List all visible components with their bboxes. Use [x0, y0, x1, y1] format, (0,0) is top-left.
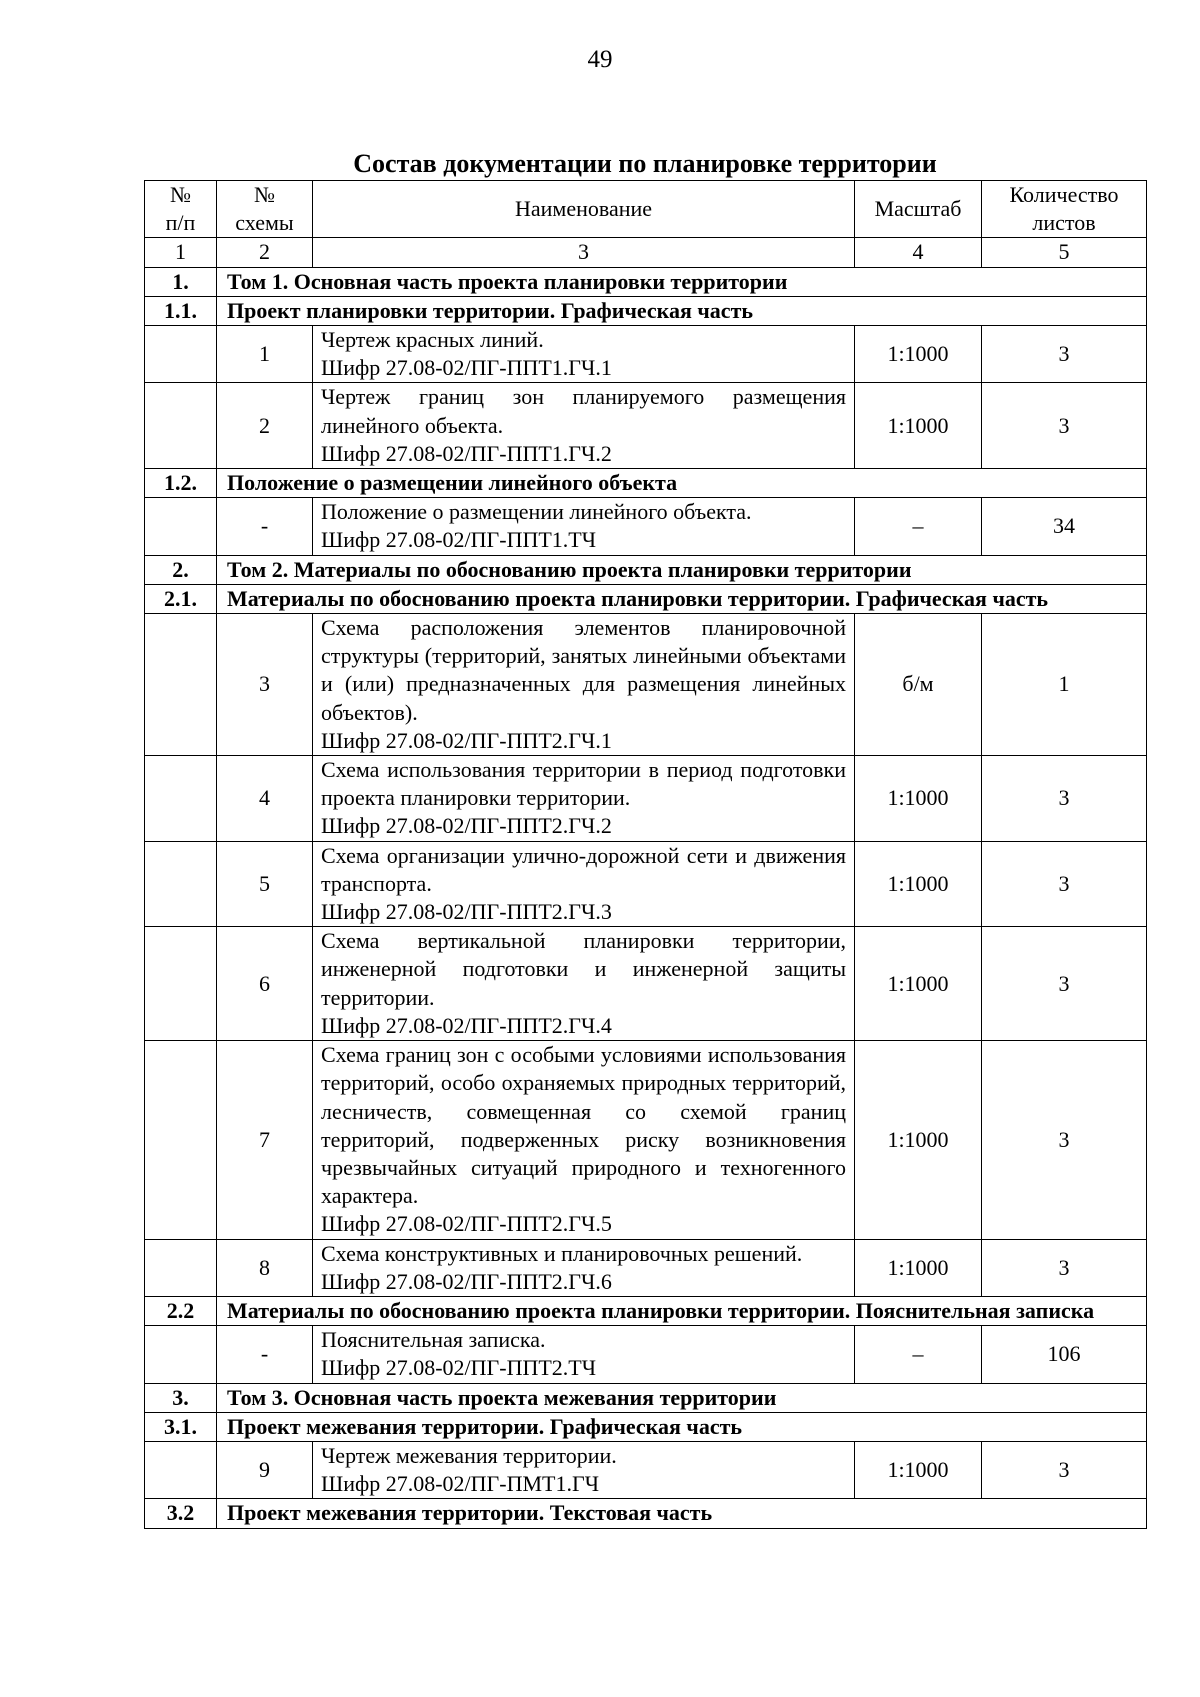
header-row — [145, 181, 1147, 238]
document-name-text: Схема конструктивных и планировочных решений. — [321, 1240, 803, 1266]
scale: 1:1000 — [855, 1239, 982, 1296]
document-name-text: Пояснительная записка. — [321, 1327, 546, 1353]
sheet-count: 3 — [982, 756, 1147, 842]
section-title: Том 3. Основная часть проекта межевания территории — [217, 1383, 1147, 1412]
document-code: Шифр 27.08-02/ПГ-ППТ1.ГЧ.2 — [321, 440, 612, 466]
document-item-row — [145, 383, 1147, 469]
section-number: 1.1. — [145, 296, 217, 325]
page-number: 49 — [587, 46, 613, 73]
sheet-count: 3 — [982, 383, 1147, 469]
document-name — [313, 1041, 855, 1239]
header-row-number: № п/п — [145, 181, 217, 238]
section-number: 3.1. — [145, 1412, 217, 1441]
document-item-row — [145, 756, 1147, 842]
section-title: Проект межевания территории. Графическая часть — [217, 1412, 1147, 1441]
document-name — [313, 1326, 855, 1383]
document-name-text: Схема использования территории в период подготовки проекта планировки территории. — [321, 757, 846, 811]
section-row — [145, 555, 1147, 584]
documentation-table — [144, 180, 1147, 1529]
row-number-cell — [145, 383, 217, 469]
document-code: Шифр 27.08-02/ПГ-ПМТ1.ГЧ — [321, 1471, 599, 1497]
row-number-cell — [145, 1326, 217, 1383]
document-item-row — [145, 498, 1147, 555]
section-row — [145, 1383, 1147, 1412]
section-title: Материалы по обоснованию проекта планировки территории. Графическая часть — [217, 584, 1147, 613]
sheet-count: 3 — [982, 1239, 1147, 1296]
scale: 1:1000 — [855, 1041, 982, 1239]
document-item-row — [145, 1239, 1147, 1296]
document-name — [313, 498, 855, 555]
section-row — [145, 1499, 1147, 1528]
section-row — [145, 267, 1147, 296]
scheme-number: - — [217, 1326, 313, 1383]
column-numbers-row — [145, 238, 1147, 267]
header-scheme-number: № схемы — [217, 181, 313, 238]
section-title: Проект межевания территории. Текстовая часть — [217, 1499, 1147, 1528]
sheet-count: 106 — [982, 1326, 1147, 1383]
document-item-row — [145, 841, 1147, 927]
document-name — [313, 383, 855, 469]
section-number: 2.2 — [145, 1296, 217, 1325]
document-name — [313, 614, 855, 756]
header-name: Наименование — [313, 181, 855, 238]
document-item-row — [145, 1326, 1147, 1383]
document-code: Шифр 27.08-02/ПГ-ППТ2.ГЧ.2 — [321, 813, 612, 839]
section-title: Положение о размещении линейного объекта — [217, 469, 1147, 498]
column-number: 5 — [982, 238, 1147, 267]
scheme-number: 2 — [217, 383, 313, 469]
column-number: 1 — [145, 238, 217, 267]
sheet-count: 3 — [982, 1041, 1147, 1239]
row-number-cell — [145, 614, 217, 756]
scale: 1:1000 — [855, 383, 982, 469]
scale: 1:1000 — [855, 1441, 982, 1498]
section-title: Том 1. Основная часть проекта планировки территории — [217, 267, 1147, 296]
document-code: Шифр 27.08-02/ПГ-ППТ2.ГЧ.4 — [321, 1012, 612, 1038]
section-row — [145, 469, 1147, 498]
sheet-count: 34 — [982, 498, 1147, 555]
document-item-row — [145, 1441, 1147, 1498]
document-name-text: Схема расположения элементов планировочной структуры (территорий, занятых линейными объектами и (или) предназначенных для размещения линейных объектов). — [321, 615, 846, 725]
section-number: 1.2. — [145, 469, 217, 498]
section-number: 3.2 — [145, 1499, 217, 1528]
document-code: Шифр 27.08-02/ПГ-ППТ1.ТЧ — [321, 527, 597, 553]
document-name-text: Схема границ зон с особыми условиями использования территорий, особо охраняемых природных территорий, лесничеств, совмещенная со схемой границ территорий, подверженных риску возникновения чрезвычайных ситуаций природного и техногенного характера. — [321, 1042, 846, 1209]
document-name-text: Чертеж межевания территории. — [321, 1442, 617, 1468]
scale: б/м — [855, 614, 982, 756]
sheet-count: 3 — [982, 841, 1147, 927]
section-row — [145, 1412, 1147, 1441]
row-number-cell — [145, 1441, 217, 1498]
document-name — [313, 927, 855, 1041]
row-number-cell — [145, 1041, 217, 1239]
document-name — [313, 1239, 855, 1296]
scheme-number: - — [217, 498, 313, 555]
document-name — [313, 756, 855, 842]
scheme-number: 5 — [217, 841, 313, 927]
section-number: 3. — [145, 1383, 217, 1412]
header-scale: Масштаб — [855, 181, 982, 238]
scheme-number: 7 — [217, 1041, 313, 1239]
section-title: Материалы по обоснованию проекта планировки территории. Пояснительная записка — [217, 1296, 1147, 1325]
document-item-row — [145, 614, 1147, 756]
row-number-cell — [145, 326, 217, 383]
column-number: 4 — [855, 238, 982, 267]
scheme-number: 8 — [217, 1239, 313, 1296]
section-title: Проект планировки территории. Графическая часть — [217, 296, 1147, 325]
document-name — [313, 1441, 855, 1498]
document-name-text: Схема вертикальной планировки территории, инженерной подготовки и инженерной защиты территории. — [321, 928, 846, 1010]
section-number: 1. — [145, 267, 217, 296]
row-number-cell — [145, 927, 217, 1041]
column-number: 3 — [313, 238, 855, 267]
row-number-cell — [145, 841, 217, 927]
document-title: Состав документации по планировке территории — [353, 149, 937, 178]
document-code: Шифр 27.08-02/ПГ-ППТ2.ГЧ.3 — [321, 899, 612, 925]
document-name — [313, 841, 855, 927]
scale: 1:1000 — [855, 326, 982, 383]
scheme-number: 1 — [217, 326, 313, 383]
header-sheet-count: Количество листов — [982, 181, 1147, 238]
sheet-count: 3 — [982, 326, 1147, 383]
section-number: 2. — [145, 555, 217, 584]
section-row — [145, 1296, 1147, 1325]
section-title: Том 2. Материалы по обоснованию проекта планировки территории — [217, 555, 1147, 584]
document-code: Шифр 27.08-02/ПГ-ППТ2.ГЧ.5 — [321, 1211, 612, 1237]
row-number-cell — [145, 756, 217, 842]
scale: 1:1000 — [855, 756, 982, 842]
sheet-count: 3 — [982, 1441, 1147, 1498]
document-name-text: Положение о размещении линейного объекта. — [321, 499, 752, 525]
scheme-number: 4 — [217, 756, 313, 842]
scheme-number: 3 — [217, 614, 313, 756]
section-number: 2.1. — [145, 584, 217, 613]
row-number-cell — [145, 498, 217, 555]
document-code: Шифр 27.08-02/ПГ-ППТ2.ГЧ.6 — [321, 1268, 612, 1294]
section-row — [145, 296, 1147, 325]
document-name-text: Чертеж границ зон планируемого размещения линейного объекта. — [321, 384, 846, 438]
document-code: Шифр 27.08-02/ПГ-ППТ2.ТЧ — [321, 1355, 597, 1381]
scale: 1:1000 — [855, 841, 982, 927]
sheet-count: 3 — [982, 927, 1147, 1041]
row-number-cell — [145, 1239, 217, 1296]
document-name — [313, 326, 855, 383]
document-code: Шифр 27.08-02/ПГ-ППТ1.ГЧ.1 — [321, 355, 612, 381]
document-item-row — [145, 1041, 1147, 1239]
document-item-row — [145, 927, 1147, 1041]
scale: – — [855, 498, 982, 555]
document-code: Шифр 27.08-02/ПГ-ППТ2.ГЧ.1 — [321, 727, 612, 753]
document-name-text: Чертеж красных линий. — [321, 327, 544, 353]
document-item-row — [145, 326, 1147, 383]
scale: 1:1000 — [855, 927, 982, 1041]
scheme-number: 9 — [217, 1441, 313, 1498]
scheme-number: 6 — [217, 927, 313, 1041]
section-row — [145, 584, 1147, 613]
document-name-text: Схема организации улично-дорожной сети и движения транспорта. — [321, 842, 846, 896]
scale: – — [855, 1326, 982, 1383]
column-number: 2 — [217, 238, 313, 267]
sheet-count: 1 — [982, 614, 1147, 756]
